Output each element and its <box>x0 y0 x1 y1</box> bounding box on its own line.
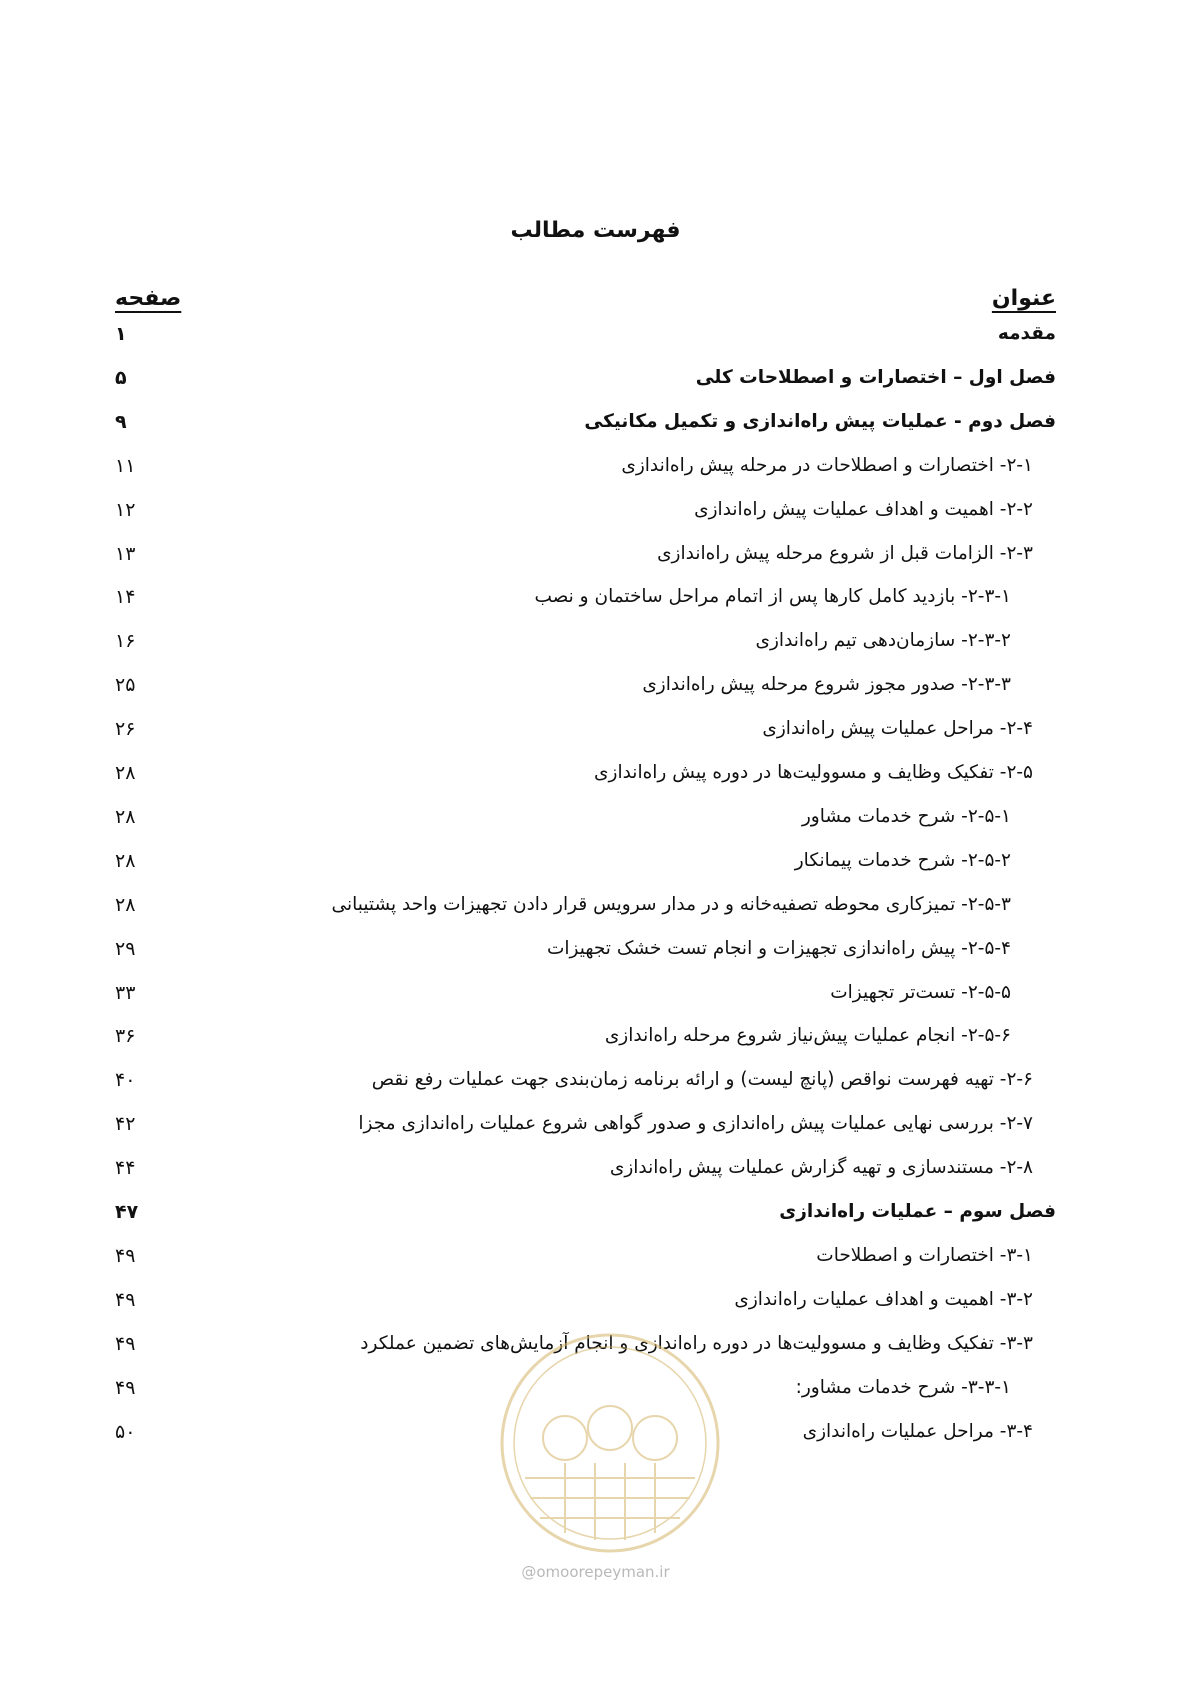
toc-entry-page: ۴۹ <box>115 1376 136 1399</box>
toc-entry-title: ۲-۵-۵- تست‌تر تجهیزات <box>830 981 1011 1003</box>
toc-entry-title: ۲-۳- الزامات قبل از شروع مرحله پیش راه‌اندازی <box>657 542 1033 564</box>
toc-entry-page: ۱۲ <box>115 498 136 521</box>
toc-row <box>0 1025 1191 1071</box>
toc-row <box>0 1201 1191 1247</box>
toc-entry-title: ۲-۵-۱- شرح خدمات مشاور <box>801 805 1011 827</box>
toc-entry-title: ۲-۵- تفکیک وظایف و مسوولیت‌ها در دوره پیش راه‌اندازی <box>594 762 1033 783</box>
toc-row <box>0 806 1191 852</box>
toc-entry-page: ۱۴ <box>115 586 136 609</box>
toc-entry-title: ۲-۵-۶- انجام عملیات پیش‌نیاز شروع مرحله راه‌اندازی <box>604 1025 1011 1047</box>
toc-entry-page: ۴۰ <box>115 1069 136 1092</box>
toc-entry-title: فصل سوم – عملیات راه‌اندازی <box>779 1201 1056 1222</box>
toc-row <box>0 455 1191 501</box>
toc-entry-page: ۴۷ <box>115 1201 139 1223</box>
toc-entry-page: ۳۳ <box>115 981 136 1004</box>
toc-entry-title: ۲-۷- بررسی نهایی عملیات پیش راه‌اندازی و صدور گواهی شروع عملیات راه‌اندازی مجزا <box>358 1113 1033 1135</box>
toc-entry-page: ۱۶ <box>115 630 136 653</box>
toc-entry-page: ۲۸ <box>115 805 136 828</box>
toc-entry-title: ۳-۱- اختصارات و اصطلاحات <box>816 1244 1033 1266</box>
watermark-seal-icon <box>495 1328 725 1558</box>
toc-entry-page: ۲۶ <box>115 718 136 741</box>
toc-entry-page: ۱ <box>115 323 127 345</box>
toc-row <box>0 586 1191 632</box>
toc-row <box>0 1245 1191 1291</box>
toc-entry-title: مقدمه <box>997 323 1056 344</box>
toc-row <box>0 850 1191 896</box>
toc-row <box>0 894 1191 940</box>
toc-entry-title: ۲-۲- اهمیت و اهداف عملیات پیش راه‌اندازی <box>694 498 1033 520</box>
toc-row <box>0 367 1191 413</box>
toc-entry-page: ۳۶ <box>115 1025 136 1048</box>
toc-entry-page: ۲۹ <box>115 937 136 960</box>
toc-entry-title: ۲-۳-۱- بازدید کامل کارها پس از اتمام مراحل ساختمان و نصب <box>534 586 1011 608</box>
toc-row <box>0 543 1191 589</box>
toc-row <box>0 762 1191 808</box>
column-header-page: صفحه <box>115 286 182 311</box>
toc-row <box>0 1069 1191 1115</box>
toc-entry-title: ۲-۱- اختصارات و اصطلاحات در مرحله پیش راه‌اندازی <box>621 454 1033 476</box>
toc-entry-title: ۲-۵-۳- تمیزکاری محوطه تصفیه‌خانه و در مدار سرویس قرار دادن تجهیزات واحد پشتیبانی <box>331 893 1011 915</box>
toc-entry-page: ۴۹ <box>115 1288 136 1311</box>
toc-entry-page: ۴۹ <box>115 1244 136 1267</box>
toc-row <box>0 411 1191 457</box>
toc-row <box>0 938 1191 984</box>
toc-entry-title: ۳-۳-۱- شرح خدمات مشاور: <box>795 1376 1011 1398</box>
toc-entry-title: فصل دوم - عملیات پیش راه‌اندازی و تکمیل مکانیکی <box>584 410 1056 432</box>
toc-entry-page: ۵۰ <box>115 1420 136 1443</box>
toc-entry-title: ۳-۲- اهمیت و اهداف عملیات راه‌اندازی <box>734 1288 1033 1310</box>
toc-row <box>0 1157 1191 1203</box>
toc-entry-title: ۲-۴- مراحل عملیات پیش راه‌اندازی <box>762 718 1033 740</box>
column-header-title: عنوان <box>991 286 1056 311</box>
toc-entry-page: ۱۳ <box>115 542 136 565</box>
toc-entry-title: ۲-۵-۴- پیش راه‌اندازی تجهیزات و انجام تست خشک تجهیزات <box>546 937 1011 959</box>
toc-entry-title: ۲-۳-۳- صدور مجوز شروع مرحله پیش راه‌اندازی <box>642 674 1011 696</box>
toc-row <box>0 982 1191 1028</box>
toc-entry-page: ۲۵ <box>115 674 136 697</box>
toc-entry-title: ۲-۵-۲- شرح خدمات پیمانکار <box>794 849 1011 871</box>
toc-entry-page: ۲۸ <box>115 849 136 872</box>
toc-row <box>0 718 1191 764</box>
toc-row <box>0 323 1191 369</box>
toc-entry-page: ۴۲ <box>115 1113 136 1136</box>
toc-entry-title: ۳-۳- تفکیک وظایف و مسوولیت‌ها در دوره راه‌اندازی و انجام آزمایش‌های تضمین عملکرد <box>360 1332 1033 1354</box>
toc-entry-page: ۹ <box>115 410 127 433</box>
toc-entry-page: ۲۸ <box>115 893 136 916</box>
toc-entry-title: ۲-۶- تهیه فهرست نواقص (پانچ لیست) و ارائه برنامه زمان‌بندی جهت عملیات رفع نقص <box>371 1069 1033 1091</box>
toc-entry-page: ۵ <box>115 366 127 389</box>
toc-entry-page: ۲۸ <box>115 762 136 784</box>
page-title: فهرست مطالب <box>510 218 681 243</box>
toc-entry-title: فصل اول – اختصارات و اصطلاحات کلی <box>695 366 1056 388</box>
toc-row <box>0 674 1191 720</box>
toc-entry-title: ۲-۸- مستندسازی و تهیه گزارش عملیات پیش راه‌اندازی <box>609 1157 1033 1179</box>
toc-row <box>0 1113 1191 1159</box>
toc-row <box>0 499 1191 545</box>
watermark-site-text: @omoorepeyman.ir <box>521 1563 670 1581</box>
toc-entry-page: ۱۱ <box>115 454 136 477</box>
toc-row <box>0 630 1191 676</box>
toc-entry-page: ۴۹ <box>115 1332 136 1355</box>
toc-entry-page: ۴۴ <box>115 1157 136 1180</box>
toc-entry-title: ۲-۳-۲- سازمان‌دهی تیم راه‌اندازی <box>755 630 1011 652</box>
toc-entry-title: ۳-۴- مراحل عملیات راه‌اندازی <box>802 1420 1033 1442</box>
